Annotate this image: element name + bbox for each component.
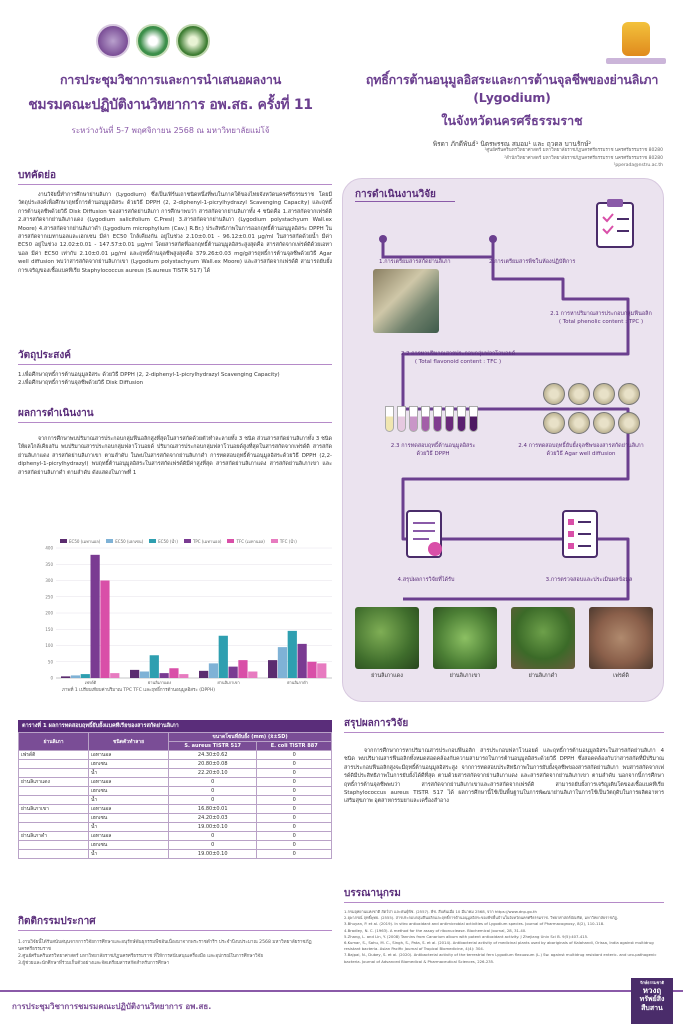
y-tick-label: 50: [47, 659, 53, 665]
table-cell-b: 0: [257, 823, 332, 832]
table-cell-solvent: เฮกเซน: [89, 841, 169, 850]
petri-dish: [593, 383, 615, 405]
inhibition-table: [18, 720, 332, 859]
footer-badge-line1: รักษ์ธรรมชาติ: [639, 980, 665, 985]
bar-4-3: [307, 662, 316, 678]
test-tube: [397, 406, 406, 432]
table-cell-solvent: น้ำ: [89, 769, 169, 778]
col-header-plant: ย่านลิเภา: [19, 733, 89, 751]
y-tick-label: 150: [45, 626, 53, 632]
petri-dish: [543, 383, 565, 405]
step-2-3-sub: ด้วยวิธี DPPH: [416, 451, 450, 457]
table-cell-solvent: เฮกเซน: [89, 760, 169, 769]
table-cell-plant: ย่านลิเภาแดง: [19, 778, 89, 787]
plant-photo-green: [433, 607, 497, 669]
bar-0-3: [268, 660, 277, 678]
chart-svg: [26, 538, 336, 688]
y-tick-label: 250: [45, 594, 53, 600]
table-body: [19, 751, 332, 859]
table-row: [19, 850, 332, 859]
abstract-heading: บทคัดย่อ: [18, 168, 332, 185]
legend-label: TFC (เมทานอล): [236, 538, 265, 544]
results-table: [18, 732, 332, 859]
paper-header: [341, 70, 683, 149]
y-tick-label: 400: [45, 545, 53, 551]
bar-1-1: [140, 672, 149, 679]
table-cell-plant: [19, 814, 89, 823]
nstru-logo-caption: [606, 58, 666, 64]
affiliations: [343, 147, 663, 170]
acknowledgement-item-3: 3.ผู้ช่วยและนักศึกษาที่ร่วมเก็บตัวอย่างและจัดเตรียมสารสกัดสำหรับการศึกษา: [18, 961, 170, 966]
chart-caption: ภาพที่ 1 เปรียบเทียบค่าปริมาณ TPC TFC และฤทธิ์การต้านอนุมูลอิสระ (DPPH): [62, 688, 216, 693]
references-section: [344, 886, 664, 995]
table-row: [19, 832, 332, 841]
col-header-group: ขนาดโซนที่ยับยั้ง (mm) (x̄±SD): [169, 733, 332, 742]
conclusion-section: [344, 716, 664, 865]
paper-title: ฤทธิ์การต้านอนุมูลอิสระและการต้านจุลชีพของย่านลิเภา (Lygodium): [365, 72, 659, 105]
chart-legend: [60, 528, 330, 544]
table-cell-solvent: เอทานอล: [89, 751, 169, 760]
test-tube: [445, 406, 454, 432]
conference-subtitle: ชมรมคณะปฏิบัติงานวิทยาการ อพ.สธ. ครั้งที่ 11: [28, 97, 313, 113]
table-cell-plant: [19, 850, 89, 859]
reference-item-5: 5.Zhang, L. and Lin, Y. (2008) Tannins from Canarium album with potent antioxidant activity. J Zhejiang Univ Sci B. 9(5):407-415.: [344, 933, 589, 939]
acknowledgement-heading: กิตติกรรมประกาศ: [18, 914, 332, 931]
conference-date: ระหว่างวันที่ 5-7 พฤศจิกายน 2568 ณ มหาวิทยาลัยแม่โจ้: [71, 126, 270, 135]
table-cell-a: 24.20±0.03: [169, 814, 257, 823]
objectives-heading: วัตถุประสงค์: [18, 348, 332, 365]
table-cell-plant: [19, 787, 89, 796]
references-list: [344, 909, 664, 995]
footer-badge-line2: หวงฤ: [642, 986, 662, 995]
abstract-section: [18, 168, 332, 351]
table-cell-b: 0: [257, 850, 332, 859]
bar-0-2: [199, 671, 208, 678]
table-row: [19, 787, 332, 796]
table-cell-plant: ย่านลิเภาเขา: [19, 805, 89, 814]
bar-4-1: [169, 668, 178, 678]
step-2-4-label: 2.4 การทดสอบฤทธิ์ยับยั้งจุลชีพของสารสกัดย่านลิเภา: [518, 443, 644, 449]
bar-1-3: [278, 647, 287, 678]
paper-authors: พิรดา ภักดีพันธ์¹ นิตรพรรณ สมอม¹ และ ฤวดล บานรักษ์²: [432, 140, 592, 148]
table-cell-a: 19.00±0.10: [169, 850, 257, 859]
table-row: [19, 796, 332, 805]
table-cell-b: 0: [257, 760, 332, 769]
bar-1-0: [71, 675, 80, 678]
table-cell-plant: [19, 841, 89, 850]
plant-photo-fredi: [589, 607, 653, 669]
bar-3-0: [91, 555, 100, 678]
plant-label-4: เฟรด์ดิ: [613, 673, 629, 679]
plant-label-1: ย่านลิเภาแดง: [371, 673, 403, 679]
reference-item-3: 3.Bhuyan, P. et al. (2019). In vitro antioxidant and antimicrobial activities of Lygodium species. Journal of Pharmacognosy, 8(2), 110-118.: [344, 921, 605, 927]
plant-photo-black: [511, 607, 575, 669]
test-tube: [469, 406, 478, 432]
report-document-icon: [403, 509, 447, 565]
table-row: [19, 805, 332, 814]
table-row: [19, 751, 332, 760]
extraction-photo: [373, 269, 439, 333]
test-tube: [457, 406, 466, 432]
bar-3-3: [298, 644, 307, 678]
petri-dish: [593, 412, 615, 434]
step-2-1-sub: ( Total phenolic content : TPC ): [558, 319, 644, 325]
legend-label: EC50 (เฮกเซน): [115, 538, 144, 544]
results-heading: ผลการดำเนินงาน: [18, 406, 332, 423]
reference-item-2: 2.ยุพาภรณ์ ฤทธิ์พุทธ. (2555). สารประกอบกลุ่มฟีนอลิกและฤทธิ์การต้านอนุมูลอิสระของพืชพื้นบ้านในจังหวัดนครศรีธรรมราช. วิทยาศาสตร์บัณฑิต, มหาวิทยาลัยราชภัฏ.: [344, 915, 619, 921]
bar-4-0: [100, 581, 109, 679]
bar-2-2: [219, 636, 228, 678]
table-cell-b: 0: [257, 778, 332, 787]
x-tick-label: ย่านลิเภาแดง: [147, 680, 172, 685]
legend-label: TFC (น้ำ): [279, 538, 297, 544]
bar-3-1: [160, 673, 169, 678]
bar-0-1: [130, 670, 139, 678]
table-cell-a: 0: [169, 832, 257, 841]
legend-label: TPC (เมทานอล): [192, 538, 222, 544]
test-tube: [409, 406, 418, 432]
acknowledgement-item-2: 2.ศูนย์ศรีนครินทรวิทยาศาสตร์ มหาวิทยาลัยราชภัฏนครศรีธรรมราช ที่ให้การสนับสนุนเครื่องมือ และอุปกรณ์ในการศึกษาวิจัย: [18, 954, 264, 959]
nstru-logo: [622, 22, 650, 56]
table-cell-b: 0: [257, 751, 332, 760]
y-tick-label: 300: [45, 578, 53, 583]
test-tube: [433, 406, 442, 432]
legend-label: EC50 (น้ำ): [158, 538, 178, 544]
table-cell-b: 0: [257, 796, 332, 805]
y-tick-label: 350: [45, 561, 53, 567]
bar-5-0: [110, 673, 119, 678]
table-cell-a: 22.20±0.10: [169, 769, 257, 778]
objectives-section: [18, 348, 332, 387]
step-3-label: 3.การตรวจสอบและประเมินผลข้อมูล: [545, 577, 633, 583]
references-heading: บรรณานุกรม: [344, 886, 664, 903]
bar-2-3: [288, 631, 297, 678]
acknowledgement-item-1: 1.งานวิจัยนี้ได้รับสนับสนุนจากการวิจัยการศึกษาและอนุรักษ์พันธุกรรมพืชอันเนื่องมาจากพระราชดำริฯ ประจำปีงบประมาณ 2568 มหาวิทยาลัยราชภัฏนครศรีธรรมราช: [18, 940, 312, 952]
col-header-solvent: ชนิดตัวทำลาย: [89, 733, 169, 751]
reference-item-7: 7.Bajpai, N., Dubey, S. et al. (2020). Antibacterial activity of the terrestrial fern Lygodium flexuosum (L.) Sw. against multidrug resistant enteric- and uro-pathogenic bacteria. Journal of Advanced Biomedical & Pharmaceutical Sciences, 226-235.: [344, 952, 657, 964]
table-cell-solvent: เฮกเซน: [89, 787, 169, 796]
table-cell-a: 16.80±0.01: [169, 805, 257, 814]
bar-0-0: [61, 676, 70, 678]
paper-title-line2: ในจังหวัดนครศรีธรรมราช: [441, 113, 583, 128]
table-title: ตารางที่ 1 ผลการทดสอบฤทธิ์ยับยั้งแบคทีเรียของสารสกัดย่านลิเภา: [18, 720, 332, 732]
bar-5-1: [179, 674, 188, 678]
step-2-2-sub: ( Total flavonoid content : TFC ): [414, 359, 502, 365]
results-section: [18, 406, 332, 519]
affiliation-1: ¹ศูนย์ศรีนครินทรวิทยาศาสตร์ มหาวิทยาลัยราชภัฏนครศรีธรรมราช นครศรีธรรมราช 80280: [484, 148, 663, 153]
footer-badge-line4: สืบสาน: [641, 1004, 663, 1012]
table-row: [19, 778, 332, 787]
footer: [0, 980, 683, 1024]
table-cell-solvent: เอทานอล: [89, 832, 169, 841]
table-cell-a: 24.30±0.62: [169, 751, 257, 760]
plant-label-2: ย่านลิเภาเขา: [449, 673, 481, 679]
table-cell-solvent: เฮกเซน: [89, 814, 169, 823]
results-text: จากการศึกษาพบปริมาณสารประกอบกลุ่มฟีนอลิกสูงที่สุดในสารสกัดด้วยตัวทำละลายทั้ง 3 ชนิด ส่วนสารสกัดย่านลิเภาทั้ง 3 ชนิดให้ผลใกล้เคียงกัน พบปริมาณสารประกอบกลุ่มฟลาโวนอยด์ ปริมาณสารประกอบกลุ่มฟลาโวนอยด์สูงที่สุดในสารสกัดจากเฟรด์ดิ สารสกัดย่านลิเภาแดง สารสกัดย่านลิเภาเขา ตามลำดับ ในพบในสารสกัดจากย่านลิเภาดำ การทดสอบฤทธิ์ต้านอนุมูลอิสระด้วยวิธี DPPH (2,2-diphenyl-1-picrylhydrazyl) พบฤทธิ์ต้านอนุมูลอิสระในสารสกัดเฟรด์ดิมีค่าสูงที่สุด สารสกัดย่านลิเภาแดง สารสกัดย่านลิเภาเขา และ สารสกัดย่านลิเภาดำ ตามลำดับ ดังแสดงในภาพที่ 1: [18, 436, 332, 476]
bar-4-2: [238, 660, 247, 678]
test-tube: [421, 406, 430, 432]
table-cell-solvent: น้ำ: [89, 823, 169, 832]
footer-badge: [631, 978, 673, 1024]
table-row: [19, 814, 332, 823]
bar-1-2: [209, 663, 218, 678]
table-cell-plant: [19, 760, 89, 769]
reference-item-1: 1.กรมอุทยานแห่งชาติ สัตว์ป่า และพันธุ์พืช. (2557). พืช. สืบค้นเมื่อ 10 มีนาคม 2568, จาก https://www.dnp.go.th: [344, 909, 537, 914]
x-tick-label: ย่านลิเภาดำ: [287, 680, 308, 685]
table-cell-solvent: น้ำ: [89, 850, 169, 859]
table-cell-b: 0: [257, 814, 332, 823]
step-2-label: 2.การเตรียมสารพืชในห้องปฏิบัติการ: [489, 259, 576, 265]
table-cell-a: 20.80±0.08: [169, 760, 257, 769]
col-header-ecoli: E. coli TISTR 887: [257, 742, 332, 751]
table-cell-plant: [19, 769, 89, 778]
table-cell-b: 0: [257, 787, 332, 796]
conference-title: การประชุมวิชาการและการนำเสนอผลงาน: [59, 72, 282, 87]
footer-badge-line3: ทรัพย์สิ่ง: [639, 995, 665, 1003]
plant-label-3: ย่านลิเภาดำ: [528, 673, 558, 679]
table-row: [19, 823, 332, 832]
x-tick-label: เฟรด์ดิ: [84, 680, 97, 685]
table-cell-a: 0: [169, 778, 257, 787]
y-tick-label: 100: [45, 643, 53, 648]
petri-dish: [543, 412, 565, 434]
table-cell-b: 0: [257, 841, 332, 850]
step-4-label: 4.สรุปผลการวิจัยที่ได้รับ: [397, 577, 455, 583]
table-cell-plant: [19, 823, 89, 832]
conclusion-text: จากการศึกษาการหาปริมาณสารประกอบฟีนอลิก สารประกอบฟลาโวนอยด์ และฤทธิ์การต้านอนุมูลอิสระในสารสกัดย่านลิเภา 4 ชนิด พบปริมาณสารฟีนอลิกทั้งหมดสอดคล้องกับความสามารถในการต้านอนุมูลอิสระด้วยวิธี DPPH ซึ่งสอดคล้องกับว่าสารสกัดที่มีปริมาณสารประกอบฟีนอลิกสูงจะมีฤทธิ์ต้านอนุมูลอิสระสูง จากการทดสอบประสิทธิภาพในการยับยั้งจุลชีพของสารสกัดย่านลิเภา พบสารสกัดจากเฟรด์ดิมีประสิทธิภาพในการยับยั้งได้ดีที่สุด ตามด้วยสารสกัดจากย่านลิเภาแดง และสารสกัดจากย่านลิเภาเขา ตามลำดับ นอกจากนี้การศึกษาฤทธิ์การต้านจุลชีพพบว่า สารสกัดจากย่านลิเภาเขาและสารสกัดจากเฟรด์ดิ สามารถยับยั้งการเจริญเติบโตของเชื้อแบคทีเรีย Staphylococcus aureus TISTR 517 ได้ ผลการศึกษานี้ใช้เป็นพื้นฐานในการพัฒนาย่านลิเภาในการใช้เป็นวัตถุดิบในการผลิตอาหารเสริมสุขภาพ อุตสาหกรรมยาและเครื่องสำอาง: [344, 748, 664, 805]
bar-5-3: [317, 663, 326, 678]
table-cell-a: 19.00±0.10: [169, 823, 257, 832]
method-heading: การดำเนินงานวิจัย: [355, 189, 436, 200]
project-green-logo: [176, 24, 210, 58]
table-cell-solvent: เอทานอล: [89, 805, 169, 814]
bar-chart: [26, 528, 336, 696]
bar-5-2: [248, 672, 257, 679]
step-2-3-label: 2.3 การทดสอบฤทธิ์ต้านอนุมูลอิสระ: [390, 443, 476, 449]
rspg-logo: [136, 24, 170, 58]
col-header-saureus: S. aureus TISTR 517: [169, 742, 257, 751]
abstract-text: งานวิจัยนี้ทำการศึกษาย่านลิเภา (Lygodium) ซึ่งเป็นเฟิร์นเถาชนิดหนึ่งที่พบในภาคใต้ของไทยจังหวัดนครศรีธรรมราช โดยมีวัตถุประสงค์เพื่อศึกษาฤทธิ์การต้านอนุมูลอิสระ ด้วยวิธี DPPH (2, 2-diphenyl-1-picrylhydrazyl Scavenging Capacity) และฤทธิ์การต้านจุลชีพด้วยวิธี Disk Diffusion ของสารสกัดย่านลิเภา การศึกษาพบว่า สารสกัดจากย่านลิเภาทั้ง 4 ชนิดคือ 1.สารสกัดจากเฟรด์ดิ 2.สารสกัดจากย่านลิเภาแดง (Lygodium salicifolium C.Presl) 3.สารสกัดจากย่านลิเภา (Lygodium polystachyum Wall.ex Moore) 4.สารสกัดจากย่านลิเภาดำ (Lygodium microphyllum (Cav.) R.Br.) ประสิทธิภาพในการออกฤทธิ์ต้านอนุมูลอิสระ DPPH ในสารสกัดจากเมทานอลและเฮกเซน มีค่า EC50 ใกล้เคียงกัน อยู่ในช่วง 2.10±0.01 - 96.12±0.01 μg/ml ในสารสกัดด้วยน้ำ มีค่า EC50 อยู่ในช่วง 12.02±0.01 - 147.57±0.01 μg/ml โดยสารสกัดที่ออกฤทธิ์ต้านอนุมูลอิสระสูงสุดคือ สารสกัดจากเฟรด์ดิด้วยเอทานอล มีค่า EC50 เท่ากับ 2.10±0.01 μg/ml และฤทธิ์ด้านจุลชีพสูงสุดคือ 379.26±0.03 mg/gสารฤทธิ์การต้านจุลชีพด้วยวิธี Agar well diffusion พบว่าสารสกัดจากย่านลิเภาเขา (Lygodium polystachyum Wall.ex Moore) และสารสกัดจากเฟรด์ดิ สามารถยับยั้งการเจริญของเชื้อแบคทีเรีย Staphylococcus aureus (S.aureus TISTR 517) ได้: [18, 192, 332, 274]
test-tube: [385, 406, 394, 432]
table-cell-plant: [19, 796, 89, 805]
y-tick-label: 0: [50, 675, 53, 681]
affiliation-2: ²สำนักวิทยาศาสตร์ มหาวิทยาลัยราชภัฏนครศรีธรรมราช นครศรีธรรมราช 80280: [504, 155, 663, 161]
petri-dish-grid: [543, 383, 643, 437]
method-panel: [342, 178, 664, 702]
conclusion-heading: สรุปผลการวิจัย: [344, 716, 664, 733]
table-row: [19, 841, 332, 850]
table-cell-b: 0: [257, 769, 332, 778]
university-seal-logo: [96, 24, 130, 58]
affiliation-email: ¹pperada@nstru.ac.th: [613, 163, 663, 168]
legend-label: EC50 (เมทานอล): [69, 538, 101, 544]
table-row: [19, 769, 332, 778]
step-1-label: 1.การเตรียมสารสกัดย่านลิเภา: [379, 259, 451, 265]
table-cell-solvent: น้ำ: [89, 796, 169, 805]
table-row: [19, 760, 332, 769]
acknowledgement-section: [18, 914, 332, 967]
table-cell-a: 0: [169, 841, 257, 850]
bar-2-0: [81, 674, 90, 678]
petri-dish: [618, 383, 640, 405]
reference-item-6: 6.Kumar, S., Sahu, M. C., Singh, S., Pata, S. et al. (2014). Antibacterial activity of medicinal plants used by aboriginals of Kalahandi, Orissa, India against multidrug resistant bacteria. Asian Pacific Journal of Tropical Biomedicine, 4(4): 304.: [344, 940, 654, 952]
petri-dish: [618, 412, 640, 434]
evaluation-checklist-icon: [559, 509, 603, 565]
table-cell-a: 0: [169, 787, 257, 796]
plant-photo-red: [355, 607, 419, 669]
y-tick-label: 200: [45, 610, 53, 616]
table-cell-b: 0: [257, 832, 332, 841]
bar-2-1: [150, 655, 159, 678]
step-2-4-sub: ด้วยวิธี Agar well diffusion: [546, 451, 616, 457]
table-cell-plant: ย่านลิเภาดำ: [19, 832, 89, 841]
x-tick-label: ย่านลิเภาเขา: [217, 680, 240, 685]
table-cell-plant: เฟรด์ดิ: [19, 751, 89, 760]
petri-dish: [568, 412, 590, 434]
table-cell-solvent: เอทานอล: [89, 778, 169, 787]
table-cell-b: 0: [257, 805, 332, 814]
step-2-1-label: 2.1 การหาปริมาณสารประกอบกลุ่มฟีนอลิก: [550, 311, 652, 317]
step-2-2-label: 2.2 การหาปริมาณสารประกอบกลุ่มฟลาโวนอยด์: [400, 351, 516, 357]
petri-dish: [568, 383, 590, 405]
objective-item-1: 1.เพื่อศึกษาฤทธิ์การต้านอนุมูลอิสระ ด้วยวิธี DPPH (2, 2-diphenyl-1-picrylhydrazyl Scavenging Capacity): [18, 372, 280, 378]
bar-3-2: [229, 667, 238, 678]
table-cell-a: 0: [169, 796, 257, 805]
reference-item-4: 4.Bradley, N. C. (1963). A method for the assay of ribonuclease. Biochemical Journal, 28, 31-40.: [344, 927, 527, 933]
objective-item-2: 2.เพื่อศึกษาฤทธิ์การต้านจุลชีพด้วยวิธี Disk Diffusion: [18, 380, 144, 386]
dpph-test-tubes: [385, 404, 495, 432]
conference-header: [0, 70, 341, 137]
footer-text: การประชุมวิชาการชมรมคณะปฏิบัติงานวิทยาการ อพ.สธ.: [12, 1002, 212, 1011]
